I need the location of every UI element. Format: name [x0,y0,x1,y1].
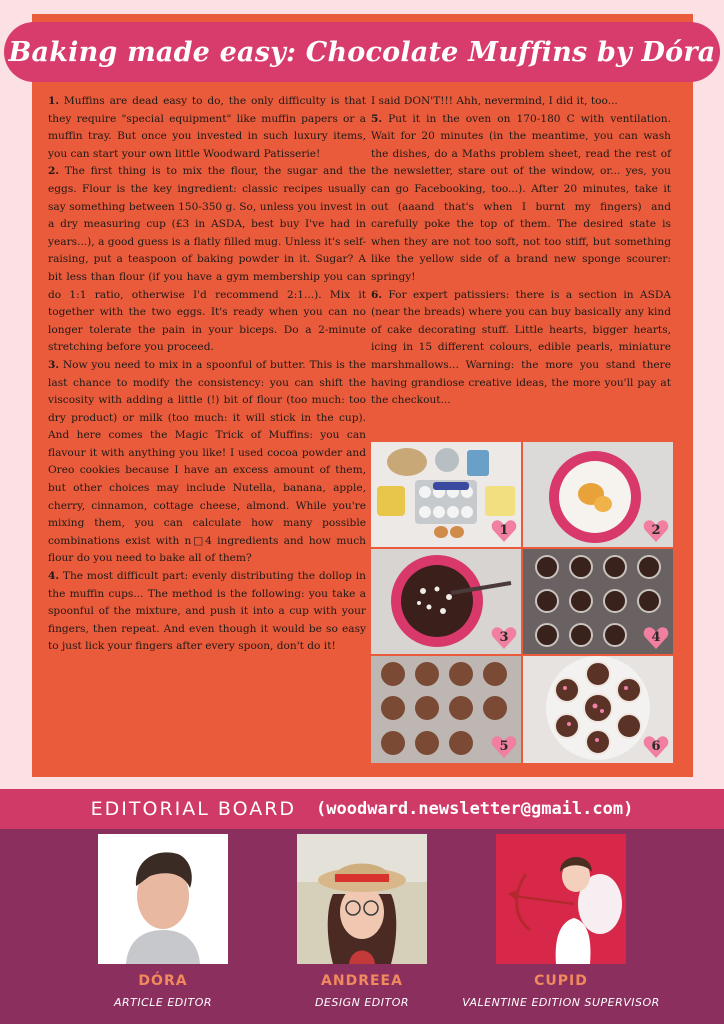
photo-number: 2 [651,523,661,538]
editorial-board-email[interactable]: (woodward.newsletter@gmail.com) [316,799,634,819]
photo-number-badge [491,735,517,759]
photo-number-badge [491,626,517,650]
step-2 [48,163,366,357]
article-column-right [371,93,671,410]
portrait-andreea [297,834,427,964]
photo-number: 3 [499,630,509,645]
photo-chocolate-batter [371,549,521,654]
member-andreea [262,834,462,1009]
member-cupid [461,834,661,1009]
member-dora [63,834,263,1009]
avatar [98,834,228,964]
step-5 [371,111,671,287]
member-role: DESIGN EDITOR [314,996,410,1009]
photo-decorated-muffins [523,656,673,763]
portrait-cupid [496,834,626,964]
editorial-board-bar [0,789,724,829]
step-text: Now you need to mix in a spoonful of butter. This is the last chance to modify the consistency: you can shift the viscosity with adding a little (!) bit of flour (too much: too dry product) or milk (too much: it will stick in the cup). And here comes the Magic Trick of Muffins: you can flavour it with anything you like! I used cocoa powder and Oreo cookies because I have an excess amount of them, but other choices may include Nutella, banana, apple, cherry, cinnamon, cottage cheese, almond. While you're mixing them, you can calculate how many possible combinations exist with n□4 ingredients and how much flour do you need to bake all of them? [48,358,366,565]
photo-number-badge [643,735,669,759]
photo-mixing-bowl [523,442,673,547]
photo-number: 1 [499,523,509,538]
avatar [496,834,626,964]
step-text: The first thing is to mix the flour, the sugar and the eggs. Flour is the key ingredient: classic recipes usually say something between 150-350 g. So, unless you invest in a dry measuring cup (£3 in ASDA, best buy I've had in years...), a good guess is a flatly filled mug. Unless it's self-raising, put a teaspoon of baking powder in it. Sugar? A bit less than flour (if you have a gym membership you can do 1:1 ratio, otherwise I'd recommend 2:1...). Mix it together with the two eggs. It's ready when you can no longer tolerate the pain in your biceps. Do a 2-minute stretching before you proceed. [48,165,366,354]
photo-filled-tray [523,549,673,654]
photo-number: 6 [651,739,661,754]
step-number: 6. [371,288,383,301]
article-title: Baking made easy: Chocolate Muffins by Dóra [8,36,716,68]
member-role: ARTICLE EDITOR [113,996,213,1009]
photo-number-badge [643,626,669,650]
step-1 [48,93,366,163]
step-6 [371,287,671,410]
step-text: For expert patissiers: there is a section in ASDA (near the breads) where you can buy basically any kind of cake decorating stuff. Little hearts, bigger hearts, icing in 15 different colours, edible pearls, miniature marshmallows... Warning: the more you stand there having grandiose creative ideas, the more you'll pay at the checkout... [371,288,671,407]
article-column-left [48,93,366,656]
portrait-dora [98,834,228,964]
step-text: I said DON'T!!! Ahh, nevermind, I did it, too... [371,95,618,107]
step-4 [48,568,366,656]
avatar [297,834,427,964]
member-name: CUPID [534,973,588,989]
photo-number: 4 [651,630,661,645]
step-number: 5. [371,112,383,125]
step-number: 2. [48,165,60,178]
step-4-continued [371,93,671,111]
step-text: The most difficult part: evenly distributing the dollop in the muffin cups... The method is the following: you take a spoonful of the mixture, and push it into a cup with your fingers, then repeat. And even though it would be so easy to just lick your fingers after every spoon, don't do it! [48,570,366,653]
member-role: VALENTINE EDITION SUPERVISOR [462,996,660,1009]
member-name: ANDREEA [321,973,403,989]
step-number: 3. [48,358,60,371]
step-text: Muffins are dead easy to do, the only difficulty is that they require "special equipment" like muffin papers or a muffin tray. But once you invested in such luxury items, you can start your own little Woodward Patisserie! [48,95,366,160]
member-name: DÓRA [138,973,188,989]
photo-number-badge [643,519,669,543]
photo-number: 5 [499,739,509,754]
title-banner [4,22,720,82]
photo-collage [371,442,673,763]
step-text: Put it in the oven on 170-180 C with ventilation. Wait for 20 minutes (in the meantime, you can wash the dishes, do a Maths problem sheet, read the rest of the newsletter, stare out of the window, or... yes, you can go Facebooking, too...). After 20 minutes, take it out (aaand that's when I burnt my fingers) and carefully poke the top of them. The desired state is when they are not too soft, not too stiff, but something like the yellow side of a brand new sponge scourer: springy! [371,112,671,283]
step-3 [48,357,366,568]
editorial-board [0,829,724,1024]
photo-number-badge [491,519,517,543]
photo-ingredients [371,442,521,547]
photo-baked-muffins [371,656,521,763]
step-number: 1. [48,95,60,107]
step-number: 4. [48,570,60,583]
editorial-board-heading: EDITORIAL BOARD [90,798,297,820]
